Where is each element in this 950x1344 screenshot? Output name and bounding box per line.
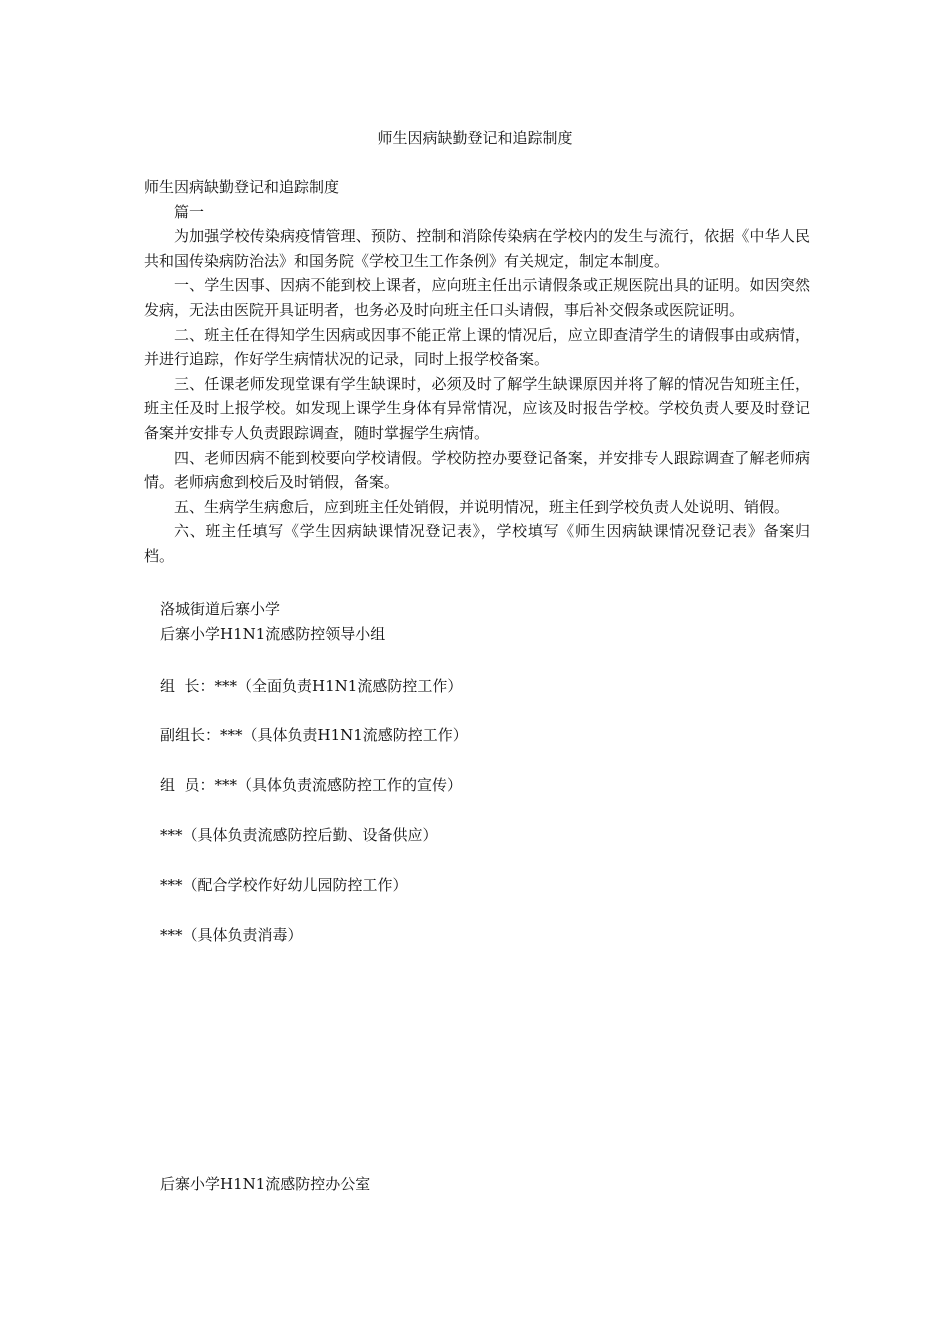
paragraph-rule-5: 五、生病学生病愈后，应到班主任处销假，并说明情况，班主任到学校负责人处说明、销假。 xyxy=(174,497,790,516)
document-title: 师生因病缺勤登记和追踪制度 xyxy=(377,129,573,147)
school-name: 洛城街道后寨小学 xyxy=(160,600,281,618)
section-label: 篇一 xyxy=(174,202,205,221)
paragraph-rule-2: 二、班主任在得知学生因病或因事不能正常上课的情况后，应立即查清学生的请假事由或病情，并进行追踪，作好学生病情状况的记录，同时上报学校备案。 xyxy=(144,325,810,369)
paragraph-rule-1: 一、学生因事、因病不能到校上课者，应向班主任出示请假条或正规医院出具的证明。如因突然发病，无法由医院开具证明者，也务必及时向班主任口头请假，事后补交假条或医院证明。 xyxy=(144,276,810,319)
member-deputy-leader: 副组长：***（具体负责H1N1流感防控工作） xyxy=(160,726,468,744)
paragraph-rule-3: 三、任课老师发现堂课有学生缺课时，必须及时了解学生缺课原因并将了解的情况告知班主任，班主任及时上报学校。如发现上课学生身体有异常情况，应该及时报告学校。学校负责人要及时登记备案并安排专人负责跟踪调查，随时掌握学生病情。 xyxy=(144,374,810,442)
paragraph-rule-4: 四、老师因病不能到校要向学校请假。学校防控办要登记备案，并安排专人跟踪调查了解老师病情。老师病愈到校后及时销假，备案。 xyxy=(144,448,810,492)
member-kindergarten: ***（配合学校作好幼儿园防控工作） xyxy=(160,876,408,894)
member-logistics: ***（具体负责流感防控后勤、设备供应） xyxy=(160,826,438,844)
paragraph-intro: 为加强学校传染病疫情管理、预防、控制和消除传染病在学校内的发生与流行，依据《中华人民共和国传染病防治法》和国务院《学校卫生工作条例》有关规定，制定本制度。 xyxy=(144,227,810,270)
office-name: 后寨小学H1N1流感防控办公室 xyxy=(160,1175,371,1193)
member-leader: 组 长：***（全面负责H1N1流感防控工作） xyxy=(160,677,463,695)
member-publicity: 组 员：***（具体负责流感防控工作的宣传） xyxy=(160,776,463,794)
member-disinfection: ***（具体负责消毒） xyxy=(160,926,303,944)
document-heading: 师生因病缺勤登记和追踪制度 xyxy=(144,178,340,196)
paragraph-rule-6: 六、班主任填写《学生因病缺课情况登记表》，学校填写《师生因病缺课情况登记表》备案归档。 xyxy=(144,522,810,565)
group-name: 后寨小学H1N1流感防控领导小组 xyxy=(160,625,386,643)
document-body xyxy=(144,175,810,569)
